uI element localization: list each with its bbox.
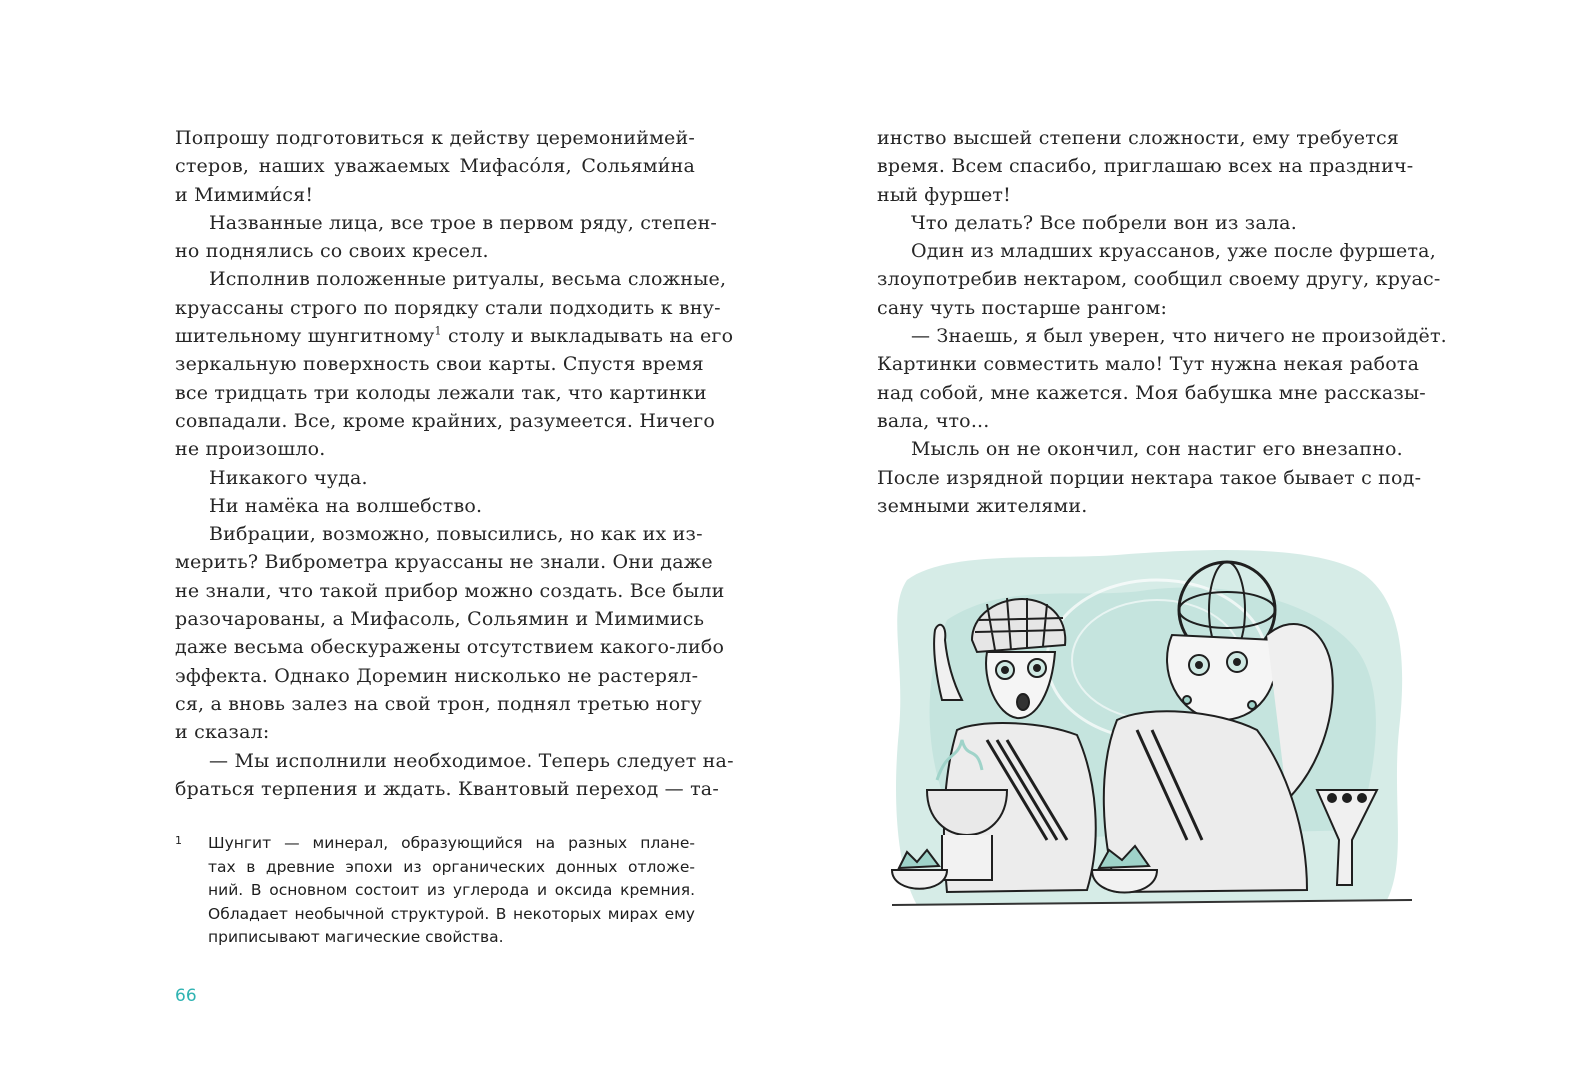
text-line: не знали, что такой прибор можно создать. Все были: [175, 579, 725, 602]
text-line: Исполнив положенные ритуалы, весьма сложные,: [209, 268, 727, 291]
text-line: После изрядной порции нектара такое бывает с под-: [877, 466, 1422, 489]
footnote-mark: 1: [175, 834, 182, 847]
text-line: Один из младших круассанов, уже после фуршета,: [911, 240, 1436, 263]
text-line: круассаны строго по порядку стали подходить к вну-: [175, 296, 721, 319]
text-line: Названные лица, все трое в первом ряду, степен-: [209, 211, 718, 234]
illustration-svg: [887, 540, 1417, 925]
right-page-text: [877, 124, 1447, 520]
left-page: [0, 0, 788, 1080]
text-fragment: шительному шунгитному: [175, 325, 435, 348]
text-line: Попрошу подготовиться к действу церемониймей-: [175, 127, 695, 149]
text-line: время. Всем спасибо, приглашаю всех на празднич-: [877, 155, 1414, 178]
text-line: ный фуршет!: [877, 183, 1011, 206]
footnote-line: Обладает необычной структурой. В некоторых мирах ему: [208, 904, 695, 923]
text-line: стеров, наших уважаемых Мифасо́ля, Сольями́на: [175, 155, 695, 178]
text-line: Вибрации, возможно, повысились, но как их из-: [209, 523, 703, 546]
footnote: [175, 832, 695, 950]
text-line: сану чуть постарше рангом:: [877, 296, 1168, 319]
left-mouth: [1017, 694, 1029, 710]
footnote-ref: 1: [434, 324, 442, 338]
text-line: зеркальную поверхность свои карты. Спустя время: [175, 353, 704, 376]
text-line: Картинки совместить мало! Тут нужна некая работа: [877, 353, 1420, 376]
text-line: и сказал:: [175, 721, 270, 744]
text-line: Ни намёка на волшебство.: [209, 494, 483, 517]
jewel: [1183, 696, 1191, 704]
text-line: — Знаешь, я был уверен, что ничего не произойдёт.: [911, 325, 1447, 348]
footnote-line: тах в древние эпохи из органических донных отложе-: [208, 857, 695, 876]
illustration: [887, 540, 1417, 925]
text-line: над собой, мне кажется. Моя бабушка мне рассказы-: [877, 381, 1426, 404]
text-line: все тридцать три колоды лежали так, что картинки: [175, 381, 707, 404]
footnote-body: [208, 832, 695, 950]
text-line: и Мимими́ся!: [175, 183, 314, 206]
text-line: эффекта. Однако Доремин нисколько не растерял-: [175, 664, 699, 687]
footnote-line: приписывают магические свойства.: [208, 928, 504, 946]
text-line: злоупотребив нектаром, сообщил своему другу, круас-: [877, 268, 1441, 291]
text-line: даже весьма обескуражены отсутствием какого-либо: [175, 636, 725, 659]
text-line: Что делать? Все побрели вон из зала.: [911, 211, 1297, 234]
text-line: но поднялись со своих кресел.: [175, 240, 489, 263]
text-line: земными жителями.: [877, 494, 1088, 517]
text-line: мерить? Виброметра круассаны не знали. Они даже: [175, 551, 713, 574]
text-fragment: столу и выкладывать на его: [441, 325, 734, 348]
page-number: 66: [175, 986, 197, 1006]
text-line: — Мы исполнили необходимое. Теперь следует на-: [209, 749, 734, 772]
text-line: инство высшей степени сложности, ему требуется: [877, 127, 1399, 149]
text-line: не произошло.: [175, 438, 326, 461]
footnote-line: ний. В основном состоит из углерода и оксида кремния.: [208, 881, 695, 899]
right-page: [788, 0, 1577, 1080]
text-line: ся, а вновь залез на свой трон, поднял третью ногу: [175, 692, 702, 715]
text-line-with-footnote: [175, 322, 734, 350]
text-line: Мысль он не окончил, сон настиг его внезапно.: [911, 438, 1403, 461]
text-line: совпадали. Все, кроме крайних, разумеется. Ничего: [175, 409, 715, 432]
left-page-text: [175, 124, 734, 803]
text-line: разочарованы, а Мифасоль, Сольямин и Мимимись: [175, 608, 705, 631]
text-line: Никакого чуда.: [209, 466, 368, 489]
footnote-line: Шунгит — минерал, образующийся на разных плане-: [208, 834, 695, 852]
text-line: вала, что...: [877, 409, 990, 432]
text-line: браться терпения и ждать. Квантовый переход — та-: [175, 777, 719, 800]
jewel: [1248, 701, 1256, 709]
